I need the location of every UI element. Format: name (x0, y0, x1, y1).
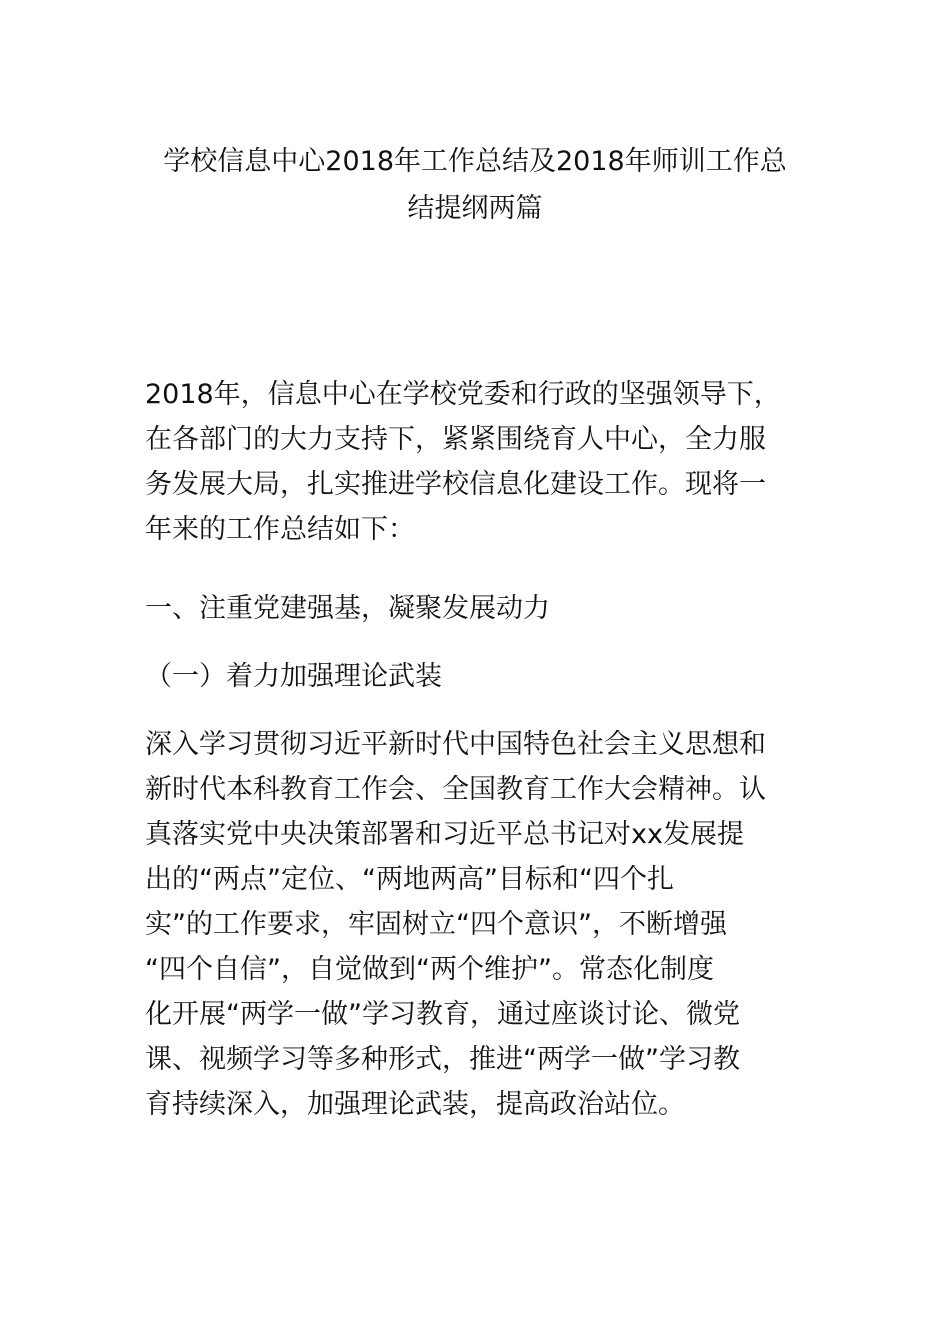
subsection-paragraph: 深入学习贯彻习近平新时代中国特色社会主义思想和 新时代本科教育工作会、全国教育工作大会精神。认 真落实党中央决策部署和习近平总书记对xx发展提 出的“两点”定位、“两地两高”目标和“四个扎 实”的工作要求，牢固树立“四个意识”，不断增强 “四个自信”，自觉做到“两个维护”。常态化制度 化开展“两学一做”学习教育，通过座谈讨论、微党 课、视频学习等多种形式，推进“两学一做”学习教 育持续深入，加强理论武装，提高政治站位。 (145, 729, 766, 1120)
section-heading: 一、注重党建强基，凝聚发展动力 (145, 593, 550, 624)
subsection-heading: （一）着力加强理论武装 (145, 661, 442, 692)
intro-paragraph: 2018年，信息中心在学校党委和行政的坚强领导下， 在各部门的大力支持下，紧紧围绕育人中心，全力服 务发展大局，扎实推进学校信息化建设工作。现将一 年来的工作总结如下： (145, 379, 781, 545)
document-title: 学校信息中心2018年工作总结及2018年师训工作总 结提纲两篇 (163, 146, 787, 224)
